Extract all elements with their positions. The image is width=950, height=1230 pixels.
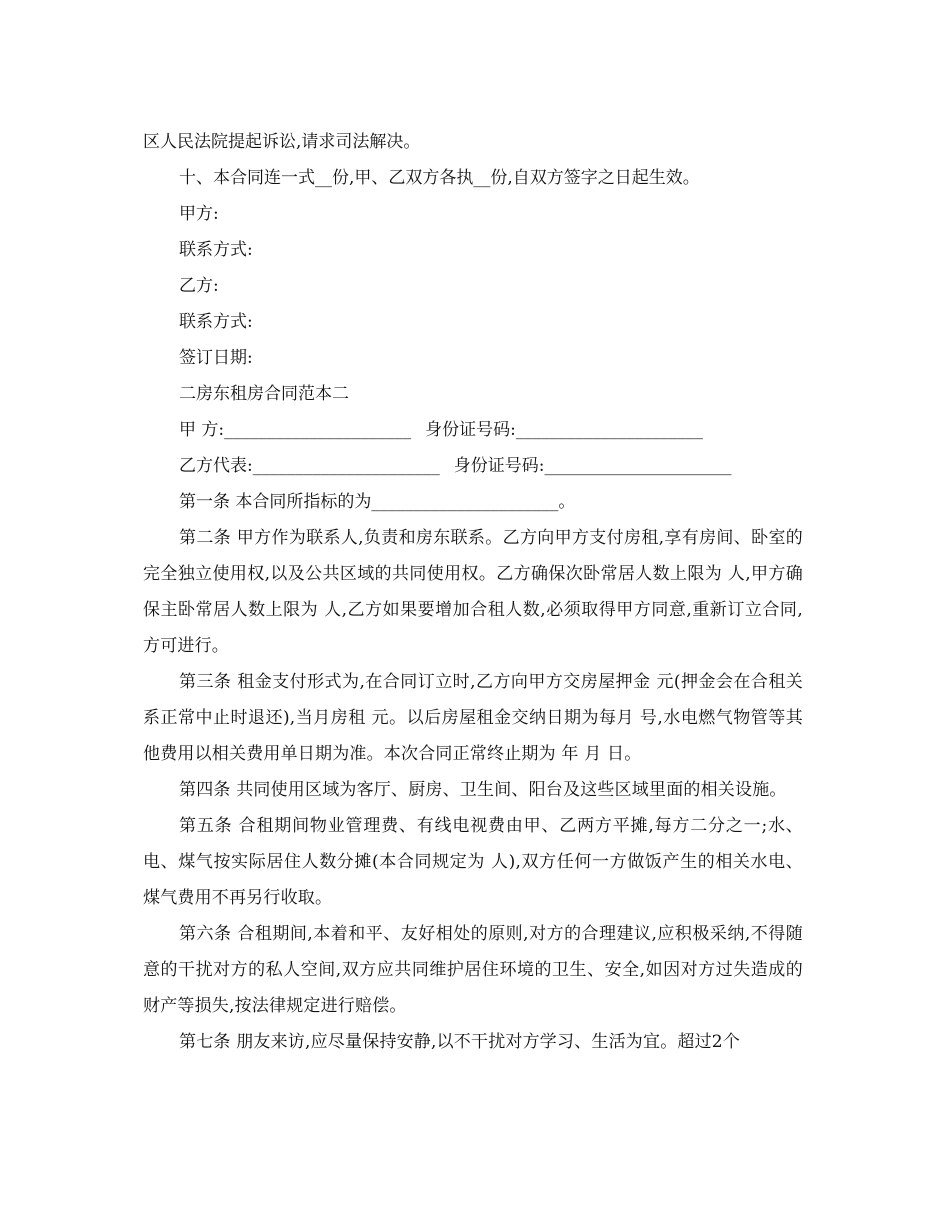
party-b-id-field: 身份证号码:______________________ [453, 456, 732, 476]
signature-contact-b: 联系方式: [179, 312, 253, 332]
article-three [143, 664, 803, 772]
article-one: 第一条 本合同所指标的为______________________。 [179, 492, 576, 512]
clause-ten: 十、本合同连一式__份,甲、乙双方各执__份,自双方签字之日起生效。 [179, 168, 700, 188]
party-a-id-field: 身份证号码:______________________ [425, 420, 703, 440]
party-a-line [143, 412, 803, 448]
party-a-name-field: 甲 方:______________________ [179, 420, 412, 440]
signature-contact-a: 联系方式: [179, 240, 253, 260]
document-body [143, 124, 803, 1060]
party-b-name-field: 乙方代表:______________________ [179, 456, 440, 476]
signature-party-b: 乙方: [179, 276, 219, 296]
article-six-text: 第六条 合租期间,本着和平、友好相处的原则,对方的合理建议,应积极采纳,不得随意的干扰对方的私人空间,双方应共同维护居住环境的卫生、安全,如因对方过失造成的财产等损失,按法律规定进行赔偿。 [143, 924, 803, 1016]
party-b-line [143, 448, 803, 484]
signature-party-a: 甲方: [179, 204, 219, 224]
article-four-text: 第四条 共同使用区域为客厅、厨房、卫生间、阳台及这些区域里面的相关设施。 [179, 780, 787, 800]
article-five [143, 808, 803, 916]
section-title: 二房东租房合同范本二 [179, 384, 349, 404]
article-seven [143, 1024, 803, 1060]
article-four [143, 772, 803, 808]
article-two-text: 第二条 甲方作为联系人,负责和房东联系。乙方向甲方支付房租,享有房间、卧室的完全独立使用权,以及公共区域的共同使用权。乙方确保次卧常居人数上限为 人,甲方确保主卧常居人数上限为 人,乙方如果要增加合租人数,必须取得甲方同意,重新订立合同,方可进行。 [143, 528, 803, 656]
signing-date: 签订日期: [179, 348, 253, 368]
article-six [143, 916, 803, 1024]
text-line-court: 区人民法院提起诉讼,请求司法解决。 [143, 132, 421, 152]
article-two [143, 520, 803, 664]
article-five-text: 第五条 合租期间物业管理费、有线电视费由甲、乙两方平摊,每方二分之一;水、电、煤气按实际居住人数分摊(本合同规定为 人),双方任何一方做饭产生的相关水电、煤气费用不再另行收取。 [143, 816, 803, 908]
article-seven-text: 第七条 朋友来访,应尽量保持安静,以不干扰对方学习、生活为宜。超过2个 [179, 1032, 741, 1052]
article-three-text: 第三条 租金支付形式为,在合同订立时,乙方向甲方交房屋押金 元(押金会在合租关系正常中止时退还),当月房租 元。以后房屋租金交纳日期为每月 号,水电燃气物管等其他费用以相关费用单日期为准。本次合同正常终止期为 年 月 日。 [143, 672, 803, 764]
